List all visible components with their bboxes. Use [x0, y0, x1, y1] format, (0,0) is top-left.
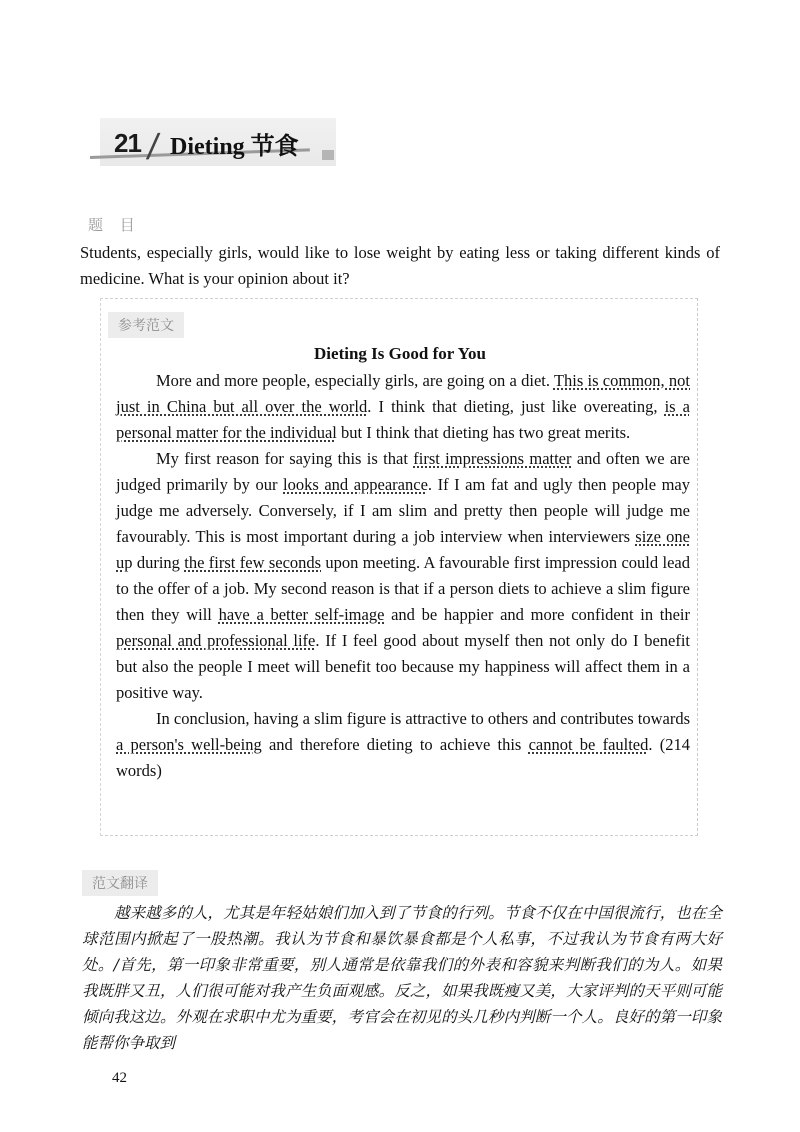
- essay-body: [116, 368, 690, 784]
- page-number: 42: [112, 1070, 127, 1086]
- essay-text: In conclusion, having a slim figure is attractive to others and contributes towards: [156, 709, 690, 728]
- essay-text: upon meeting. A favourable first impression could lead to the offer of a job. My second reason is that if a person diets to achieve a slim figure then they will: [116, 553, 690, 624]
- essay-text: My first reason for saying this is that: [156, 449, 414, 468]
- essay-title: Dieting Is Good for You: [314, 344, 486, 363]
- essay-text: and often we are judged primarily by our: [116, 449, 691, 494]
- translation-body: [82, 900, 722, 1056]
- underlined-phrase: is a personal matter for the individual: [116, 397, 690, 442]
- underlined-phrase: a person's well-being: [116, 735, 262, 754]
- essay-paragraph-1: [116, 368, 690, 446]
- essay-text: . If I feel good about myself then not only do I benefit but also the people I meet will benefit too because my happiness will affect them in a positive way.: [116, 631, 691, 702]
- essay-text: and therefore dieting to achieve this: [261, 735, 529, 754]
- essay-text: . I think that dieting, just like overeating,: [367, 397, 665, 416]
- chapter-number: 21: [114, 128, 141, 158]
- chapter-title: Dieting 节食: [170, 134, 299, 160]
- underlined-phrase: This is common, not just in China but all over the world: [116, 371, 690, 416]
- translation-paragraph: 越来越多的人，尤其是年轻姑娘们加入到了节食的行列。节食不仅在中国很流行，也在全球范围内掀起了一股热潮。我认为节食和暴饮暴食都是个人私事，不过我认为节食有两大好处。/首先，第一印象非常重要，别人通常是依靠我们的外表和容貌来判断我们的为人。如果我既胖又丑，人们很可能对我产生负面观感。反之，如果我既瘦又美，大家评判的天平则可能倾向我这边。外观在求职中尤为重要，考官会在初见的头几秒内判断一个人。良好的第一印象能帮你争取到: [82, 904, 722, 1052]
- underlined-phrase: first impressions matter: [413, 449, 572, 468]
- essay-text: and be happier and more confident in their: [384, 605, 691, 624]
- underlined-phrase: personal and professional life: [116, 631, 316, 650]
- chapter-slash: /: [144, 126, 162, 167]
- essay-paragraph-2: [116, 446, 690, 706]
- essay-text: . If I am fat and ugly then people may judge me adversely. Conversely, if I am slim and pretty then people will judge me favourably. This is most important during a job interview when interviewers: [116, 475, 690, 546]
- essay-text: . (214 words): [116, 735, 690, 780]
- underlined-phrase: size one up: [116, 527, 690, 572]
- essay-text: during: [132, 553, 185, 572]
- essay-paragraph-3: [116, 706, 690, 784]
- underlined-phrase: looks and appearance: [283, 475, 428, 494]
- underlined-phrase: have a better self-image: [218, 605, 385, 624]
- sample-essay-label: 参考范文: [108, 312, 184, 338]
- header-square: [322, 150, 334, 160]
- underlined-phrase: cannot be faulted: [528, 735, 649, 754]
- essay-text: but I think that dieting has two great merits.: [336, 423, 631, 442]
- underlined-phrase: the first few seconds: [184, 553, 322, 572]
- essay-text: More and more people, especially girls, are going on a diet.: [156, 371, 554, 390]
- topic-label: 题 目: [88, 216, 141, 234]
- essay-prompt: Students, especially girls, would like to lose weight by eating less or taking different kinds of medicine. What is your opinion about it?: [80, 243, 720, 288]
- translation-label: 范文翻译: [82, 870, 158, 896]
